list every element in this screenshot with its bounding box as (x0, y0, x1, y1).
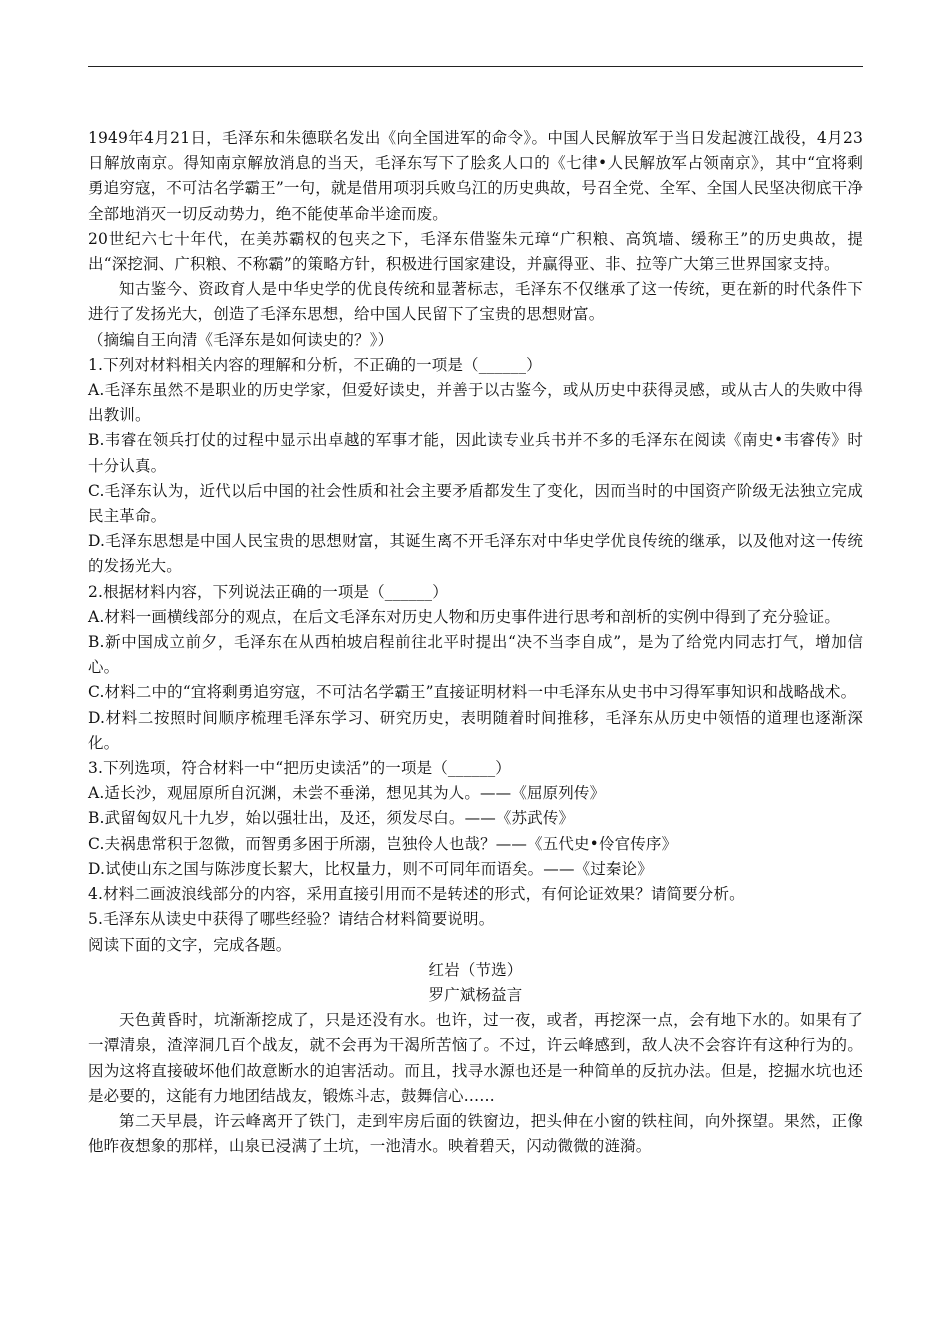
question-1-stem: 1.下列对材料相关内容的理解和分析，不正确的一项是（______） (88, 355, 542, 374)
paragraph-material-2-conclusion: 知古鉴今、资政育人是中华史学的优良传统和显著标志，毛泽东不仅继承了这一传统，更在新的时代条件下进行了发扬光大，创造了毛泽东思想，给中国人民留下了宝贵的思想财富。 (88, 280, 863, 324)
header-rule (88, 66, 863, 67)
question-1-option-d: D.毛泽东思想是中国人民宝贵的思想财富，其诞生离不开毛泽东对中华史学优良传统的继承，以及他对这一传统的发扬光大。 (88, 532, 863, 576)
question-2-option-c: C.材料二中的“宜将剩勇追穷寇，不可沽名学霸王”直接证明材料一中毛泽东从史书中习得军事知识和战略战术。 (88, 683, 857, 702)
question-1-option-c: C.毛泽东认为，近代以后中国的社会性质和社会主要矛盾都发生了变化，因而当时的中国资产阶级无法独立完成民主革命。 (88, 481, 863, 526)
question-1-option-b: B.韦睿在领兵打仗的过程中显示出卓越的军事才能，因此读专业兵书并不多的毛泽东在阅读《南史•韦睿传》时十分认真。 (88, 431, 863, 475)
question-2-option-d: D.材料二按照时间顺序梳理毛泽东学习、研究历史，表明随着时间推移，毛泽东从历史中领悟的道理也逐渐深化。 (88, 708, 863, 752)
question-2-option-a: A.材料一画横线部分的观点，在后文毛泽东对历史人物和历史事件进行思考和剖析的实例中得到了充分验证。 (88, 607, 840, 626)
question-5: 5.毛泽东从读史中获得了哪些经验？请结合材料简要说明。 (88, 910, 495, 929)
question-2-option-b: B.新中国成立前夕，毛泽东在从西柏坡启程前往北平时提出“决不当李自成”，是为了给党内同志打气，增加信心。 (88, 633, 863, 677)
excerpt-title: 红岩（节选） (428, 960, 523, 979)
document-body (88, 126, 863, 1159)
question-3-stem: 3.下列选项，符合材料一中“把历史读活”的一项是（______） (88, 759, 511, 778)
excerpt-authors: 罗广斌杨益言 (428, 985, 523, 1004)
reading-instruction: 阅读下面的文字，完成各题。 (88, 935, 292, 954)
question-4: 4.材料二画波浪线部分的内容，采用直接引用而不是转述的形式，有何论证效果？请简要分析。 (88, 885, 745, 904)
question-1-option-a: A.毛泽东虽然不是职业的历史学家，但爱好读史，并善于以古鉴今，或从历史中获得灵感，或从古人的失败中得出教训。 (88, 381, 863, 425)
paragraph-material-2-sixties: 20世纪六七十年代，在美苏霸权的包夹之下，毛泽东借鉴朱元璋“广积粮、高筑墙、缓称王”的历史典故，提出“深挖洞、广积粮、不称霸”的策略方针，积极进行国家建设，并赢得亚、非、拉等广大第三世界国家支持。 (88, 229, 863, 274)
question-2-stem: 2.根据材料内容，下列说法正确的一项是（______） (88, 582, 448, 601)
excerpt-paragraph-2: 第二天早晨，许云峰离开了铁门，走到牢房后面的铁窗边，把头伸在小窗的铁柱间，向外探望。果然，正像他昨夜想象的那样，山泉已浸满了土坑，一池清水。映着碧天，闪动微微的涟漪。 (88, 1111, 863, 1156)
source-citation: （摘编自王向清《毛泽东是如何读史的？》） (88, 330, 394, 349)
paragraph-material-2-crossing: 1949年4月21日，毛泽东和朱德联名发出《向全国进军的命令》。中国人民解放军于当日发起渡江战役，4月23日解放南京。得知南京解放消息的当天，毛泽东写下了脍炙人口的《七律•人民解放军占领南京》，其中“宜将剩勇追穷寇，不可沽名学霸王”一句，就是借用项羽兵败乌江的历史典故，号召全党、全军、全国人民坚决彻底干净全部地消灭一切反动势力，绝不能使革命半途而废。 (88, 129, 863, 223)
question-3-option-d: D.试使山东之国与陈涉度长絜大，比权量力，则不可同年而语矣。——《过秦论》 (88, 859, 653, 878)
excerpt-paragraph-1: 天色黄昏时，坑渐渐挖成了，只是还没有水。也许，过一夜，或者，再挖深一点，会有地下水的。如果有了一潭清泉，渣滓洞几百个战友，就不会再为干渴所苦恼了。不过，许云峰感到，敌人决不会容许有这种行为的。因为这将直接破坏他们故意断水的迫害活动。而且，找寻水源也还是一种简单的反抗办法。但是，挖掘水坑也还是必要的，这能有力地团结战友，锻炼斗志，鼓舞信心…… (88, 1011, 863, 1105)
question-3-option-b: B.武留匈奴凡十九岁，始以强壮出，及还，须发尽白。——《苏武传》 (88, 809, 575, 828)
question-3-option-a: A.适长沙，观屈原所自沉渊，未尝不垂涕，想见其为人。——《屈原列传》 (88, 784, 606, 803)
question-3-option-c: C.夫祸患常积于忽微，而智勇多困于所溺，岂独伶人也哉？——《五代史•伶官传序》 (88, 834, 678, 853)
